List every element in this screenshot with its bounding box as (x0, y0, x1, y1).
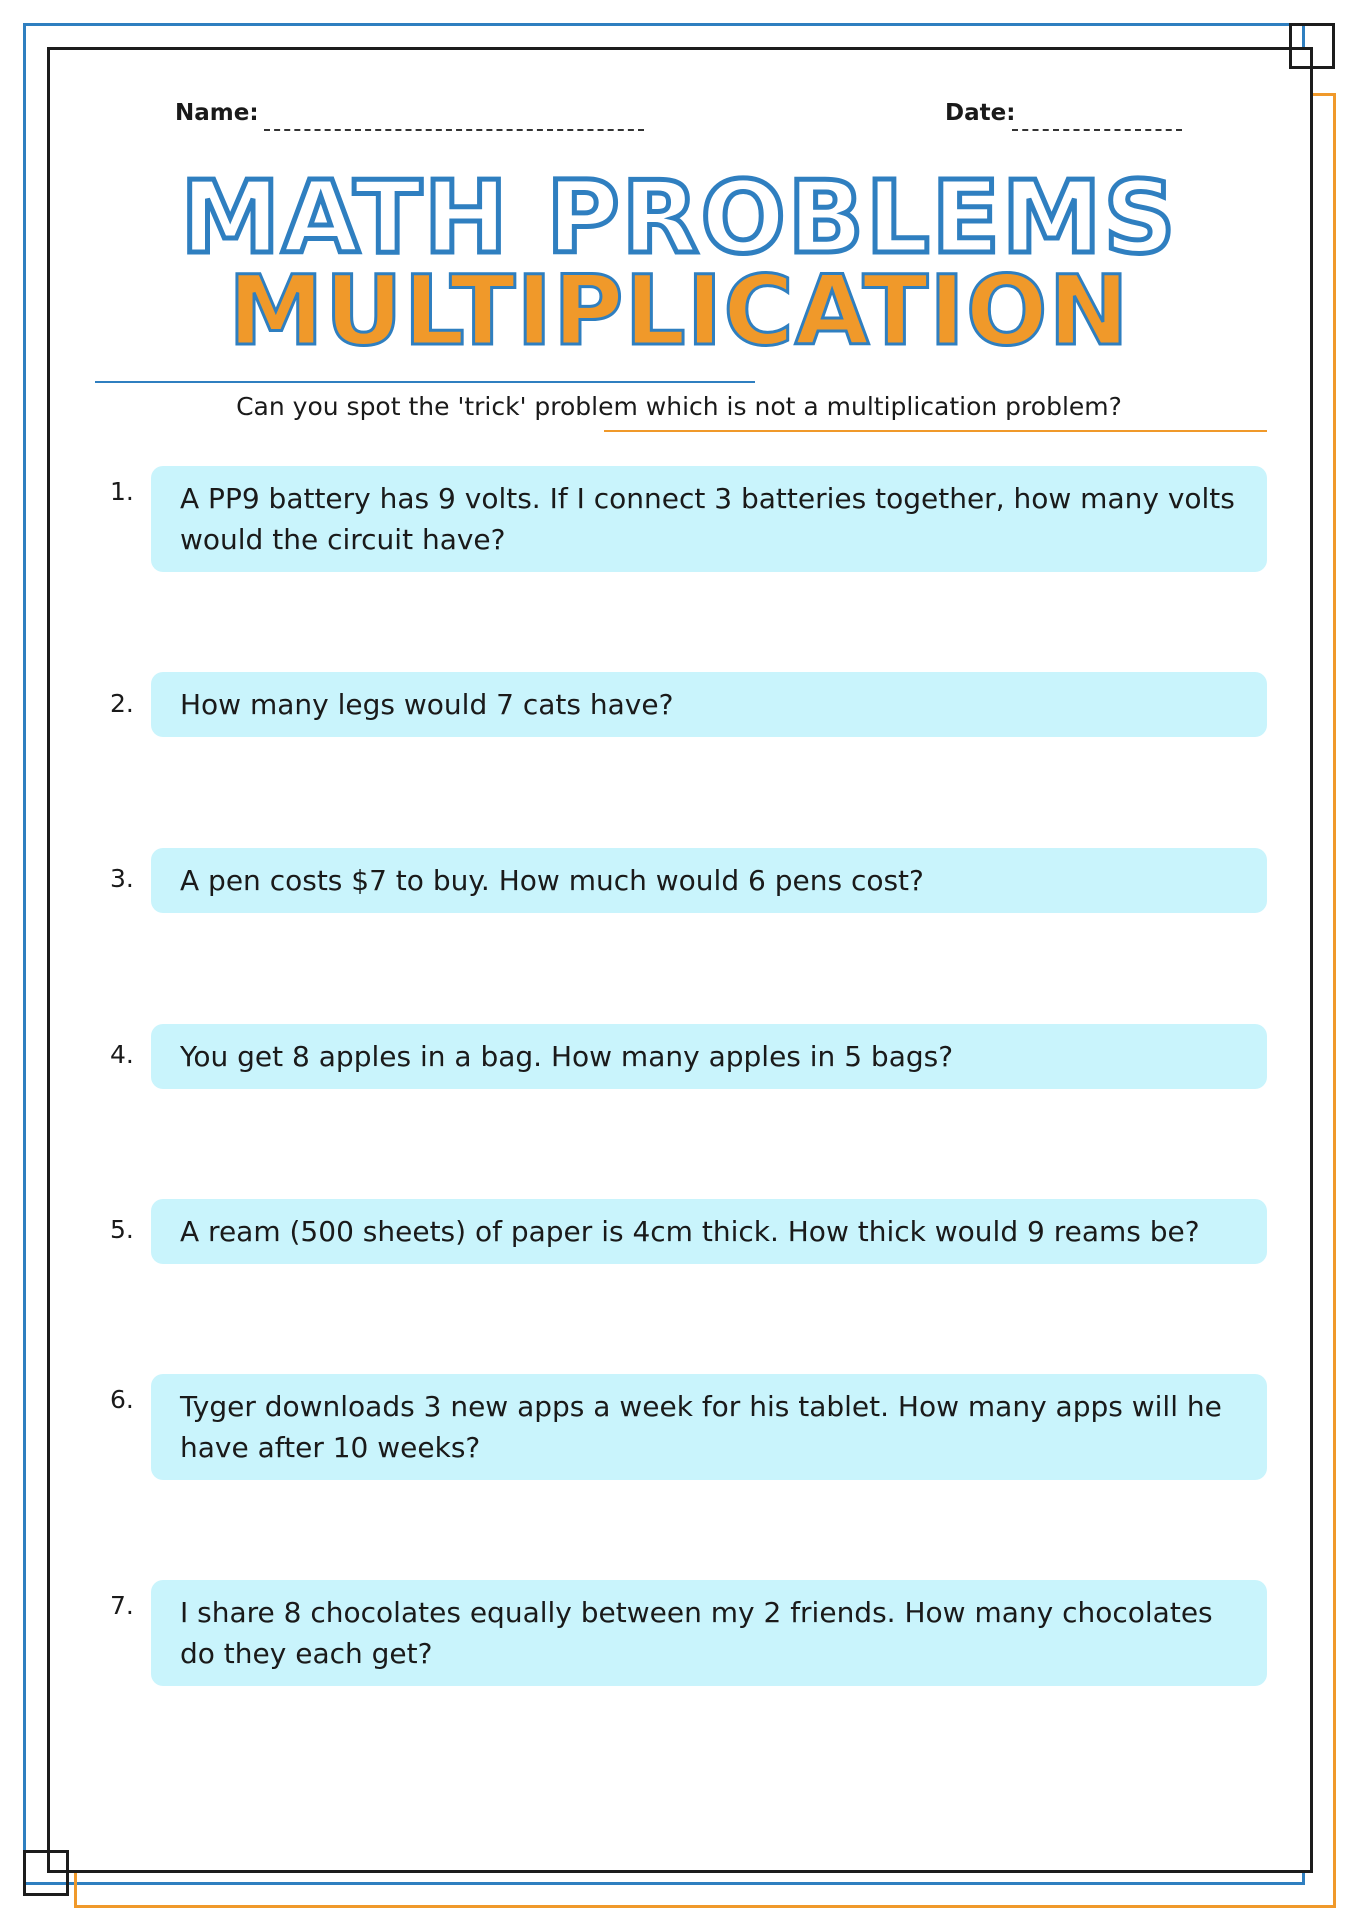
divider-orange (604, 430, 1267, 432)
instruction-text: Can you spot the 'trick' problem which is not a multiplication problem? (236, 392, 1122, 421)
corner-square-bottom-left (23, 1850, 69, 1896)
problem-text-box: You get 8 apples in a bag. How many apples in 5 bags? (151, 1024, 1267, 1089)
problem-text-box: Tyger downloads 3 new apps a week for his tablet. How many apps will he have after 10 weeks? (151, 1374, 1267, 1480)
problem-number: 3. (110, 864, 134, 893)
name-label: Name: (175, 100, 259, 126)
problem-text-box: How many legs would 7 cats have? (151, 672, 1267, 737)
divider-blue (95, 381, 755, 383)
date-label: Date: (945, 100, 1016, 126)
date-field[interactable] (1012, 129, 1182, 131)
problem-number: 1. (110, 477, 134, 506)
corner-square-top-right (1289, 23, 1335, 69)
name-field[interactable] (264, 129, 644, 131)
problem-number: 4. (110, 1040, 134, 1069)
problem-text-box: I share 8 chocolates equally between my 2 friends. How many chocolates do they each get? (151, 1580, 1267, 1686)
problem-text-box: A pen costs $7 to buy. How much would 6 pens cost? (151, 848, 1267, 913)
problem-text-box: A ream (500 sheets) of paper is 4cm thick. How thick would 9 reams be? (151, 1199, 1267, 1264)
title-math-problems: MATH PROBLEMS (180, 159, 1178, 276)
problem-text-box: A PP9 battery has 9 volts. If I connect 3 batteries together, how many volts would the circuit have? (151, 466, 1267, 572)
title-multiplication: MULTIPLICATION (228, 255, 1130, 367)
problem-number: 5. (110, 1215, 134, 1244)
problem-number: 2. (110, 689, 134, 718)
problem-number: 7. (110, 1591, 134, 1620)
problem-number: 6. (110, 1385, 134, 1414)
